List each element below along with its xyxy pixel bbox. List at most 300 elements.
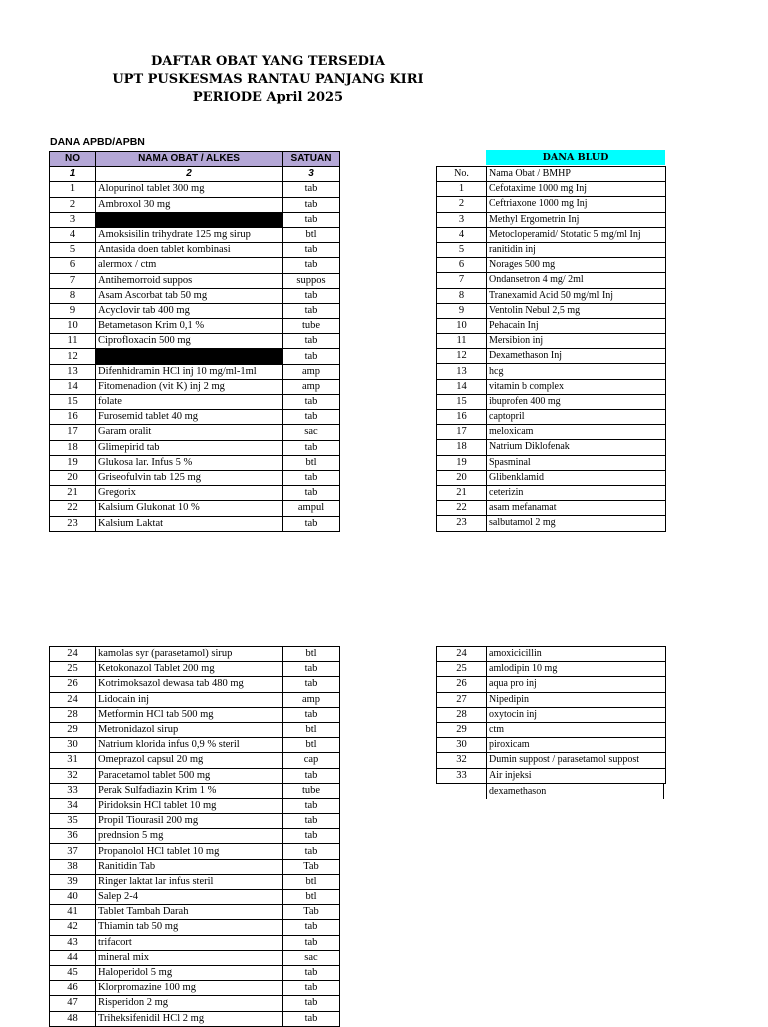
table-row xyxy=(50,905,340,920)
table-row xyxy=(50,349,340,364)
table-row xyxy=(437,334,666,349)
col-number-1: 1 xyxy=(50,167,96,182)
blud-section-label: DANA BLUD xyxy=(486,150,665,165)
drug-unit: btl xyxy=(283,722,340,737)
table-row xyxy=(437,722,666,737)
drug-unit: tube xyxy=(283,783,340,798)
table-row xyxy=(437,212,666,227)
apbd-table-part2 xyxy=(49,646,340,1027)
drug-name: ranitidin inj xyxy=(487,242,666,257)
drug-unit: tab xyxy=(283,707,340,722)
table-row xyxy=(437,455,666,470)
table-row xyxy=(437,364,666,379)
row-number: 12 xyxy=(437,349,487,364)
drug-unit: Tab xyxy=(283,905,340,920)
drug-name: Tablet Tambah Darah xyxy=(96,905,283,920)
row-number: 2 xyxy=(50,197,96,212)
row-number: 7 xyxy=(50,273,96,288)
drug-unit: tab xyxy=(283,516,340,531)
table-row xyxy=(50,935,340,950)
drug-name: Perak Sulfadiazin Krim 1 % xyxy=(96,783,283,798)
drug-name: Ventolin Nebul 2,5 mg xyxy=(487,303,666,318)
table-row xyxy=(50,212,340,227)
drug-unit: tab xyxy=(283,844,340,859)
drug-name: Haloperidol 5 mg xyxy=(96,965,283,980)
drug-unit: amp xyxy=(283,364,340,379)
col-header-unit: SATUAN xyxy=(283,152,340,167)
table-row xyxy=(437,768,666,783)
drug-name: Difenhidramin HCl inj 10 mg/ml-1ml xyxy=(96,364,283,379)
drug-name: aqua pro inj xyxy=(487,677,666,692)
drug-unit: tab xyxy=(283,814,340,829)
row-number: 45 xyxy=(50,965,96,980)
row-number: 10 xyxy=(50,319,96,334)
title-line-1: DAFTAR OBAT YANG TERSEDIA xyxy=(150,54,386,69)
drug-unit: tab xyxy=(283,935,340,950)
drug-name: Norages 500 mg xyxy=(487,258,666,273)
drug-unit: tab xyxy=(283,470,340,485)
table-row xyxy=(50,722,340,737)
table-row xyxy=(437,738,666,753)
row-number: 19 xyxy=(437,455,487,470)
drug-unit: tab xyxy=(283,395,340,410)
row-number: 39 xyxy=(50,874,96,889)
drug-unit: btl xyxy=(283,227,340,242)
row-number: 32 xyxy=(50,768,96,783)
table-row xyxy=(437,485,666,500)
table-row xyxy=(50,829,340,844)
col-header-name: NAMA OBAT / ALKES xyxy=(96,152,283,167)
drug-name: Fitomenadion (vit K) inj 2 mg xyxy=(96,379,283,394)
drug-unit: tube xyxy=(283,319,340,334)
drug-name: Furosemid tablet 40 mg xyxy=(96,410,283,425)
table-row xyxy=(50,647,340,662)
drug-name: ceterizin xyxy=(487,485,666,500)
drug-unit: tab xyxy=(283,996,340,1011)
row-number: 23 xyxy=(50,516,96,531)
table-row xyxy=(50,395,340,410)
drug-unit: tab xyxy=(283,1011,340,1026)
row-number: 1 xyxy=(50,182,96,197)
drug-name: Ketokonazol Tablet 200 mg xyxy=(96,662,283,677)
table-row xyxy=(50,516,340,531)
row-number: 6 xyxy=(437,258,487,273)
table-row xyxy=(50,950,340,965)
row-number: 22 xyxy=(50,501,96,516)
row-number: 44 xyxy=(50,950,96,965)
drug-name: Paracetamol tablet 500 mg xyxy=(96,768,283,783)
blud-table-part1 xyxy=(436,166,666,532)
drug-name: Dumin suppost / parasetamol suppost xyxy=(487,753,666,768)
col-number-2: 2 xyxy=(96,167,283,182)
row-number: 46 xyxy=(50,981,96,996)
table-row xyxy=(50,440,340,455)
drug-unit: tab xyxy=(283,197,340,212)
row-number: 12 xyxy=(50,349,96,364)
drug-unit: tab xyxy=(283,303,340,318)
row-number: 48 xyxy=(50,1011,96,1026)
row-number: 21 xyxy=(50,486,96,501)
row-number: 6 xyxy=(50,258,96,273)
table-row xyxy=(437,394,666,409)
row-number: 16 xyxy=(50,410,96,425)
row-number: 26 xyxy=(50,677,96,692)
drug-name: Gregorix xyxy=(96,486,283,501)
blud-trailing-name: dexamethason xyxy=(489,786,547,797)
table-row xyxy=(437,410,666,425)
drug-name: Spasminal xyxy=(487,455,666,470)
drug-name: Lidocain inj xyxy=(96,692,283,707)
drug-name: ctm xyxy=(487,722,666,737)
row-number: 24 xyxy=(437,647,487,662)
row-number: 25 xyxy=(50,662,96,677)
table-row xyxy=(50,197,340,212)
table-row xyxy=(437,516,666,531)
drug-name: alermox / ctm xyxy=(96,258,283,273)
drug-name: Metformin HCl tab 500 mg xyxy=(96,707,283,722)
drug-unit: tab xyxy=(283,440,340,455)
drug-name: meloxicam xyxy=(487,425,666,440)
drug-name: mineral mix xyxy=(96,950,283,965)
drug-name: ibuprofen 400 mg xyxy=(487,394,666,409)
table-row xyxy=(437,707,666,722)
row-number: 26 xyxy=(437,677,487,692)
drug-name: Metronidazol sirup xyxy=(96,722,283,737)
row-number: 2 xyxy=(437,197,487,212)
drug-name: Glukosa lar. Infus 5 % xyxy=(96,455,283,470)
drug-name: Natrium klorida infus 0,9 % steril xyxy=(96,738,283,753)
row-number: 20 xyxy=(50,470,96,485)
drug-name: Risperidon 2 mg xyxy=(96,996,283,1011)
drug-name: Glimepirid tab xyxy=(96,440,283,455)
drug-unit: tab xyxy=(283,334,340,349)
drug-name: Antihemorroid suppos xyxy=(96,273,283,288)
row-number: 38 xyxy=(50,859,96,874)
drug-unit: tab xyxy=(283,258,340,273)
table-row xyxy=(50,753,340,768)
row-number: 43 xyxy=(50,935,96,950)
row-number: 27 xyxy=(437,692,487,707)
row-number: 7 xyxy=(437,273,487,288)
row-number: 1 xyxy=(437,182,487,197)
table-row xyxy=(437,440,666,455)
row-number: 13 xyxy=(437,364,487,379)
row-number: 28 xyxy=(50,707,96,722)
drug-name: amlodipin 10 mg xyxy=(487,662,666,677)
drug-name: Dexamethason Inj xyxy=(487,349,666,364)
table-row xyxy=(50,319,340,334)
drug-name: piroxicam xyxy=(487,738,666,753)
table-row xyxy=(50,470,340,485)
table-row xyxy=(437,258,666,273)
drug-name: Triheksifenidil HCl 2 mg xyxy=(96,1011,283,1026)
blud-col-header-name: Nama Obat / BMHP xyxy=(487,167,666,182)
drug-name: amoxicicillin xyxy=(487,647,666,662)
table-row xyxy=(50,303,340,318)
table-row xyxy=(50,890,340,905)
drug-name: Salep 2-4 xyxy=(96,890,283,905)
row-number: 30 xyxy=(50,738,96,753)
row-number: 5 xyxy=(50,243,96,258)
table-row xyxy=(50,859,340,874)
drug-unit: tab xyxy=(283,662,340,677)
drug-unit: tab xyxy=(283,212,340,227)
table-row xyxy=(50,996,340,1011)
table-row xyxy=(50,410,340,425)
drug-unit: amp xyxy=(283,692,340,707)
drug-unit: tab xyxy=(283,677,340,692)
drug-name: Griseofulvin tab 125 mg xyxy=(96,470,283,485)
table-row xyxy=(437,318,666,333)
drug-name: kamolas syr (parasetamol) sirup xyxy=(96,647,283,662)
table-row xyxy=(50,874,340,889)
drug-unit: btl xyxy=(283,890,340,905)
table-row xyxy=(50,486,340,501)
table-row xyxy=(50,227,340,242)
row-number: 15 xyxy=(437,394,487,409)
drug-name: Garam oralit xyxy=(96,425,283,440)
row-number: 15 xyxy=(50,395,96,410)
drug-name: Asam Ascorbat tab 50 mg xyxy=(96,288,283,303)
row-number: 28 xyxy=(437,707,487,722)
row-number: 14 xyxy=(50,379,96,394)
col-header-no: NO xyxy=(50,152,96,167)
drug-name: Ranitidin Tab xyxy=(96,859,283,874)
drug-name: asam mefanamat xyxy=(487,501,666,516)
row-number: 11 xyxy=(437,334,487,349)
row-number: 29 xyxy=(437,722,487,737)
drug-name: Propil Tiourasil 200 mg xyxy=(96,814,283,829)
drug-unit: suppos xyxy=(283,273,340,288)
drug-name: Propanolol HCl tablet 10 mg xyxy=(96,844,283,859)
col-number-3: 3 xyxy=(283,167,340,182)
table-row xyxy=(50,334,340,349)
table-row xyxy=(50,677,340,692)
row-number: 17 xyxy=(437,425,487,440)
drug-unit: btl xyxy=(283,455,340,470)
table-row xyxy=(437,753,666,768)
row-number: 25 xyxy=(437,662,487,677)
table-row xyxy=(437,662,666,677)
drug-name: Air injeksi xyxy=(487,768,666,783)
row-number: 18 xyxy=(437,440,487,455)
drug-unit: tab xyxy=(283,920,340,935)
drug-name: Ciprofloxacin 500 mg xyxy=(96,334,283,349)
row-number: 4 xyxy=(437,227,487,242)
table-row xyxy=(50,288,340,303)
blud-table-part2 xyxy=(436,646,666,784)
drug-name: Acyclovir tab 400 mg xyxy=(96,303,283,318)
table-row xyxy=(437,182,666,197)
row-number: 32 xyxy=(437,753,487,768)
table-row xyxy=(50,844,340,859)
table-row xyxy=(50,920,340,935)
row-number: 47 xyxy=(50,996,96,1011)
table-row xyxy=(50,798,340,813)
table-row xyxy=(437,303,666,318)
drug-name: Ondansetron 4 mg/ 2ml xyxy=(487,273,666,288)
drug-unit: tab xyxy=(283,981,340,996)
row-number: 14 xyxy=(437,379,487,394)
row-number: 40 xyxy=(50,890,96,905)
row-number: 11 xyxy=(50,334,96,349)
row-number: 33 xyxy=(50,783,96,798)
table-row xyxy=(50,364,340,379)
row-number: 35 xyxy=(50,814,96,829)
drug-unit: tab xyxy=(283,349,340,364)
document-title xyxy=(0,53,536,107)
row-number: 9 xyxy=(50,303,96,318)
row-number: 41 xyxy=(50,905,96,920)
table-row xyxy=(50,783,340,798)
drug-name: Kotrimoksazol dewasa tab 480 mg xyxy=(96,677,283,692)
drug-unit: btl xyxy=(283,647,340,662)
drug-name: Antasida doen tablet kombinasi xyxy=(96,243,283,258)
row-number: 3 xyxy=(50,212,96,227)
table-row xyxy=(50,455,340,470)
drug-name: Ceftriaxone 1000 mg Inj xyxy=(487,197,666,212)
drug-name: Cefotaxime 1000 mg Inj xyxy=(487,182,666,197)
table-row xyxy=(437,647,666,662)
row-number: 34 xyxy=(50,798,96,813)
drug-name: Kalsium Laktat xyxy=(96,516,283,531)
row-number: 30 xyxy=(437,738,487,753)
drug-unit: tab xyxy=(283,768,340,783)
table-row xyxy=(50,768,340,783)
table-row xyxy=(50,258,340,273)
table-row xyxy=(437,501,666,516)
table-row xyxy=(437,470,666,485)
drug-name: Mersibion inj xyxy=(487,334,666,349)
row-number: 42 xyxy=(50,920,96,935)
table-row xyxy=(437,197,666,212)
table-row xyxy=(437,288,666,303)
table-row xyxy=(50,182,340,197)
table-row xyxy=(50,738,340,753)
drug-unit: sac xyxy=(283,425,340,440)
drug-name: Piridoksin HCl tablet 10 mg xyxy=(96,798,283,813)
drug-name: Amoksisilin trihydrate 125 mg sirup xyxy=(96,227,283,242)
row-number: 16 xyxy=(437,410,487,425)
drug-name: Tranexamid Acid 50 mg/ml Inj xyxy=(487,288,666,303)
table-row xyxy=(437,242,666,257)
drug-name: captopril xyxy=(487,410,666,425)
drug-name: Omeprazol capsul 20 mg xyxy=(96,753,283,768)
drug-unit: tab xyxy=(283,410,340,425)
row-number: 23 xyxy=(437,516,487,531)
row-number: 5 xyxy=(437,242,487,257)
drug-unit: tab xyxy=(283,243,340,258)
drug-unit: amp xyxy=(283,379,340,394)
drug-name: trifacort xyxy=(96,935,283,950)
row-number: 20 xyxy=(437,470,487,485)
drug-unit: sac xyxy=(283,950,340,965)
drug-name: Thiamin tab 50 mg xyxy=(96,920,283,935)
drug-name: Kalsium Glukonat 10 % xyxy=(96,501,283,516)
drug-unit: Tab xyxy=(283,859,340,874)
row-number: 21 xyxy=(437,485,487,500)
row-number: 37 xyxy=(50,844,96,859)
table-row xyxy=(50,692,340,707)
table-row xyxy=(437,227,666,242)
table-row xyxy=(437,379,666,394)
drug-name: Klorpromazine 100 mg xyxy=(96,981,283,996)
drug-name: folate xyxy=(96,395,283,410)
drug-name: salbutamol 2 mg xyxy=(487,516,666,531)
table-row xyxy=(437,677,666,692)
row-number: 17 xyxy=(50,425,96,440)
table-row xyxy=(50,243,340,258)
row-number: 9 xyxy=(437,303,487,318)
table-row xyxy=(50,379,340,394)
drug-name: Nipedipin xyxy=(487,692,666,707)
drug-unit: tab xyxy=(283,288,340,303)
apbd-section-label: DANA APBD/APBN xyxy=(50,136,145,148)
row-number: 4 xyxy=(50,227,96,242)
row-number: 18 xyxy=(50,440,96,455)
drug-unit: cap xyxy=(283,753,340,768)
drug-name: Betametason Krim 0,1 % xyxy=(96,319,283,334)
row-number: 8 xyxy=(437,288,487,303)
drug-name: Metocloperamid/ Stotatic 5 mg/ml Inj xyxy=(487,227,666,242)
drug-unit: btl xyxy=(283,874,340,889)
redacted-name xyxy=(96,349,283,364)
table-row xyxy=(437,273,666,288)
drug-unit: tab xyxy=(283,965,340,980)
blud-col-header-no: No. xyxy=(437,167,487,182)
row-number: 31 xyxy=(50,753,96,768)
apbd-table-part1 xyxy=(49,151,340,532)
title-line-2: UPT PUSKESMAS RANTAU PANJANG KIRI xyxy=(112,72,424,87)
table-row xyxy=(50,501,340,516)
table-row xyxy=(50,425,340,440)
table-row xyxy=(437,692,666,707)
table-row xyxy=(437,349,666,364)
drug-unit: btl xyxy=(283,738,340,753)
drug-unit: tab xyxy=(283,486,340,501)
row-number: 8 xyxy=(50,288,96,303)
drug-unit: ampul xyxy=(283,501,340,516)
drug-name: oxytocin inj xyxy=(487,707,666,722)
drug-unit: tab xyxy=(283,829,340,844)
row-number: 29 xyxy=(50,722,96,737)
table-row xyxy=(50,662,340,677)
drug-name: Natrium Diklofenak xyxy=(487,440,666,455)
drug-name: Ambroxol 30 mg xyxy=(96,197,283,212)
title-line-3: PERIODE April 2025 xyxy=(192,90,344,105)
drug-name: prednsion 5 mg xyxy=(96,829,283,844)
table-row xyxy=(50,707,340,722)
blud-trailing-item xyxy=(486,784,664,799)
redacted-name xyxy=(96,212,283,227)
drug-name: Alopurinol tablet 300 mg xyxy=(96,182,283,197)
drug-name: Methyl Ergometrin Inj xyxy=(487,212,666,227)
drug-name: Glibenklamid xyxy=(487,470,666,485)
table-row xyxy=(437,425,666,440)
table-row xyxy=(50,981,340,996)
row-number: 3 xyxy=(437,212,487,227)
table-row xyxy=(50,814,340,829)
drug-unit: tab xyxy=(283,798,340,813)
drug-name: Ringer laktat lar infus steril xyxy=(96,874,283,889)
drug-unit: tab xyxy=(283,182,340,197)
table-row xyxy=(50,965,340,980)
drug-name: Pehacain Inj xyxy=(487,318,666,333)
row-number: 10 xyxy=(437,318,487,333)
row-number: 24 xyxy=(50,647,96,662)
row-number: 24 xyxy=(50,692,96,707)
drug-name: vitamin b complex xyxy=(487,379,666,394)
